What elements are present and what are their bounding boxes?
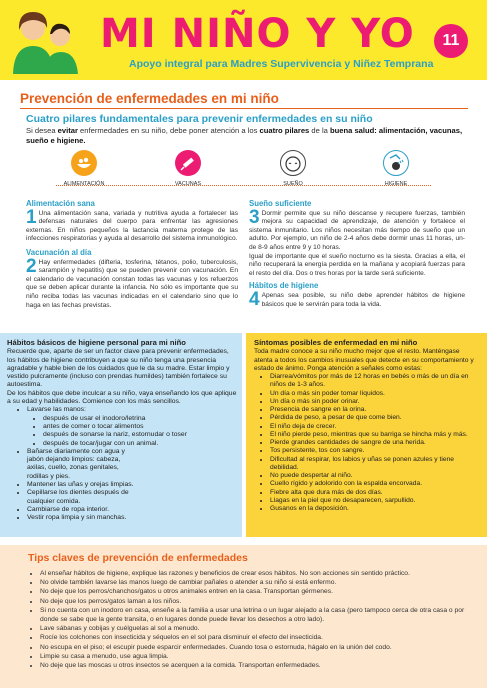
hygiene-box xyxy=(0,333,242,537)
list-item: • El niño pierde peso, mientras que su barriga se hincha más y más. xyxy=(270,431,480,439)
right-column xyxy=(249,200,465,309)
section-divider xyxy=(20,108,468,109)
pillar-label: ALIMENTACIÓN xyxy=(63,181,105,187)
list-item: • Diarrea/vómitos por más de 12 horas en bebés o más de un día en niños de 1-3 años. xyxy=(270,373,480,390)
pillar-food xyxy=(44,150,124,187)
list-item: • Lavarse las manos: • después de usar el inodoro/letrina • antes de comer o tocar alimentos • después de sonarse la nariz, estornudar o toser • después de tocar/jugar con un animal. xyxy=(27,406,237,447)
list-item: • Pierde grandes cantidades de sangre de una herida. xyxy=(270,439,480,447)
heading-vaccination: Vacunación al día xyxy=(26,247,92,257)
heading-hygiene: Hábitos de higiene xyxy=(249,281,319,291)
hygiene-paragraph: Recuerde que, aparte de ser un factor clave para prevenir enfermedades, los hábitos de higiene contribuyen a que su niño tenga una presencia agradable y hable bien de los cuidados que le da su madre. Estar limpio y vestido pulcramente (incluso con prendas humildes) también fortalece su autoestima. xyxy=(7,348,230,389)
pillars-row xyxy=(26,150,466,190)
list-item: • Rocíe los colchones con insecticida y séquelos en el sol para disminuir el efecto del insecticida. xyxy=(40,633,480,642)
list-item: • No deje que las moscas u otros insectos se acerquen a la comida. Transportan enfermedades. xyxy=(40,661,480,670)
hygiene-list xyxy=(7,406,237,447)
list-item: • Presencia de sangre en la orina. xyxy=(270,406,480,414)
list-item: • Pérdida de peso, a pesar de que come bien. xyxy=(270,414,480,422)
list-item: • después de tocar/jugar con un animal. xyxy=(43,440,237,448)
heading-nutrition: Alimentación sana xyxy=(26,199,95,208)
list-item: • Llagas en la piel que no desaparecen, sarpullido. xyxy=(270,497,480,505)
pillars-intro: Si desea evitar enfermedades en su niño, debe poner atención a los cuatro pilares de la buena salud: alimentación, vacunas, sueño e higiene. xyxy=(26,126,463,145)
hygiene-paragraph: De los hábitos que debe inculcar a su niño, vaya enseñando los que aplique a su edad y habilidades. Comience con los más sencillos. xyxy=(7,389,237,406)
list-item: • antes de comer o tocar alimentos xyxy=(43,423,237,431)
sleeping-baby-icon xyxy=(280,150,306,176)
pillar-hygiene xyxy=(356,150,436,187)
number-2: 2 xyxy=(26,255,37,277)
header-band xyxy=(0,0,487,80)
paragraph-hygiene: 4 Apenas sea posible, su niño debe aprender hábitos de higiene básicos que le servirán para toda la vida. xyxy=(249,288,465,310)
list-item: • Tos persistente, tos con sangre. xyxy=(270,447,480,455)
list-item: • Limpie su casa a menudo, use agua limpia. xyxy=(40,652,480,661)
tips-list xyxy=(30,569,480,670)
pillars-heading: Cuatro pilares fundamentales para prevenir enfermedades en su niño xyxy=(26,113,373,125)
tips-title: Tips claves de prevención de enfermedades xyxy=(28,552,248,564)
symptoms-list xyxy=(254,373,480,513)
list-item: • No deje que los perros/chanchos/gatos u otros animales entren en la casa. Transportan gérmenes. xyxy=(40,587,480,596)
symptoms-title: Síntomas posibles de enfermedad en mi niño xyxy=(254,338,418,347)
left-column xyxy=(26,200,238,310)
hygiene-title: Hábitos básicos de higiene personal para mi niño xyxy=(7,338,186,347)
mother-child-logo-icon xyxy=(8,6,88,74)
paragraph-nap: Igual de importante que el sueño nocturno es la siesta. Gracias a ella, el niño recuperará la energía perdida en la mañana y acopiará fuerzas para el resto del día. Dos o tres horas por la tarde será suficiente. xyxy=(249,252,465,277)
list-item: • El niño deja de crecer. xyxy=(270,423,480,431)
page-number-badge: 11 xyxy=(434,24,468,58)
list-item: • Cepillarse los dientes después de cualquier comida. xyxy=(27,489,137,506)
list-item: • No deje que los perros/gatos laman a los niños. xyxy=(40,597,480,606)
number-1: 1 xyxy=(26,206,37,228)
pillar-label: VACUNAS xyxy=(174,181,202,187)
tips-box xyxy=(0,545,487,688)
list-item: • Vestir ropa limpia y sin manchas. xyxy=(27,514,137,522)
list-item: • después de usar el inodoro/letrina xyxy=(43,415,237,423)
paragraph-nutrition: 1 Una alimentación sana, variada y nutritiva ayuda a fortalecer las defensas naturales del cuerpo para enfrentar las agresiones externas. En niños pequeños la lactancia materna protege de las infecciones respiratorias y ayuda al desarrollo del sistema inmunológico. xyxy=(26,206,238,243)
page-title: MI NIÑO Y YO xyxy=(100,11,415,57)
list-item: • No escupa en el piso; el escupir puede esparcir enfermedades. Cuando tosa o estornuda, hágalo en la unión del codo. xyxy=(40,643,480,652)
paragraph-sleep: 3 Dormir permite que su niño descanse y recupere fuerzas, también mejora su capacidad de aprendizaje, de atención y fortalece el sistema inmunitario. Los niños necesitan más tiempo de sueño que un adulto. Por ejemplo, un niño de 2-4 años debe dormir unas 11 horas, un-de 8-9 años entre 9 y 10 horas. xyxy=(249,206,465,251)
shower-icon xyxy=(383,150,409,176)
pillar-label: SUEÑO xyxy=(283,181,303,187)
list-item: • Si no cuenta con un inodoro en casa, enseñe a la familia a usar una letrina o un lugar alejado a la casa (pero tampoco cerca de otra casa o por donde se sabe que la gente transita, o en lugares donde puede llevar los desechos a otro lado). xyxy=(40,606,480,624)
pillar-label: HIGIENE xyxy=(384,181,408,187)
number-3: 3 xyxy=(249,206,260,228)
handwash-sublist xyxy=(27,415,237,448)
list-item: • Un día o más sin poder tomar líquidos. xyxy=(270,390,480,398)
list-item: • Bañarse diariamente con agua y jabón dejando limpios: cabeza, axilas, cuello, zonas genitales, rodillas y pies. xyxy=(27,448,137,481)
section-title: Prevención de enfermedades en mi niño xyxy=(20,91,279,106)
pillar-sleep xyxy=(253,150,333,187)
list-item: • Cuello rígido y adolorido con la espalda encorvada. xyxy=(270,480,480,488)
symptoms-box xyxy=(246,333,487,537)
food-icon xyxy=(71,150,97,176)
list-item: • Fiebre alta que dura más de dos días. xyxy=(270,489,480,497)
hygiene-list-narrow xyxy=(7,448,237,523)
list-item: • Gusanos en la deposición. xyxy=(270,505,480,513)
list-item: • Cambiarse de ropa interior. xyxy=(27,506,137,514)
list-item: • después de sonarse la nariz, estornudar o toser xyxy=(43,431,237,439)
heading-sleep: Sueño suficiente xyxy=(249,199,312,208)
list-item: • Al enseñar hábitos de higiene, explique las razones y beneficios de crear esos hábitos. No son acciones sin sentido práctico. xyxy=(40,569,480,578)
list-item: • Dificultad al respirar, los labios y uñas se ponen azules y tiene debilidad. xyxy=(270,456,480,473)
hygiene-content xyxy=(7,339,237,523)
pillar-vaccines xyxy=(148,150,228,187)
symptoms-content xyxy=(254,339,480,513)
list-item: • No olvide también lavarse las manos luego de cambiar pañales o atender a su niño si está enfermo. xyxy=(40,578,480,587)
syringe-icon xyxy=(175,150,201,176)
number-4: 4 xyxy=(249,288,260,310)
list-item: • Lave sábanas y cobijas y cuélguelas al sol a menudo. xyxy=(40,624,480,633)
list-item: • No puede despertar al niño. xyxy=(270,472,480,480)
paragraph-vaccination: 2 Hay enfermedades (difteria, tosferina, tétanos, polio, tuberculosis, sarampión y hepatitis) que se pueden prevenir con vacunación. En el calendario de vacunación constan todas las vacunas y los refuerzos que se deben aplicar durante la infancia. No sólo es importante que su niño reciba todas las vacunas indicadas en el calendario sino que lo haga en las fechas previstas. xyxy=(26,255,238,309)
list-item: • Mantener las uñas y orejas limpias. xyxy=(27,481,137,489)
list-item: • Un día o más sin poder orinar. xyxy=(270,398,480,406)
symptoms-intro: Toda madre conoce a su niño mucho mejor que el resto. Manténgase atenta a todos los cambios inusuales que detecte en su comportamiento y estado de ánimo. Ponga atención a señales como estas: xyxy=(254,348,474,372)
page-subtitle: Apoyo integral para Madres Supervivencia y Niñez Temprana xyxy=(129,58,434,70)
